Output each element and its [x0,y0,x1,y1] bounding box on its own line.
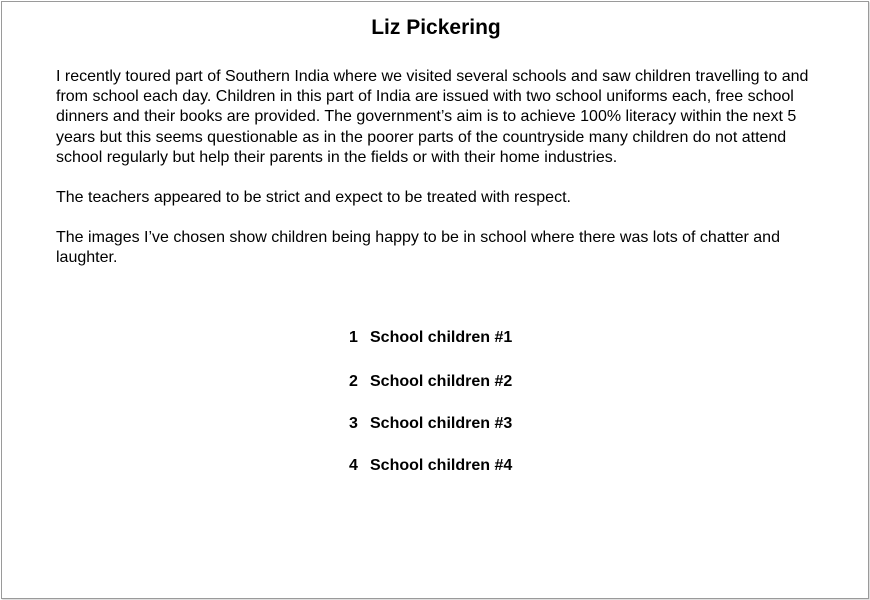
image-list-item [349,414,512,456]
intro-paragraph: I recently toured part of Southern India where we visited several schools and saw children travelling to and from school each day. Children in this part of India are issued with two school uniforms each, free school dinners and their books are provided. The government’s aim is to achieve 100% literacy within the next 5 years but this seems questionable as in the poorer parts of the countryside many children do not attend school regularly but help their parents in the fields or with their home industries. [56,68,809,166]
image-number: 3 [349,415,358,432]
image-label: School children #2 [370,373,513,390]
image-label: School children #4 [370,457,513,474]
images-paragraph: The images I’ve chosen show children being happy to be in school where there was lots of chatter and laughter. [56,229,780,267]
image-list-item [349,372,512,414]
document-body [56,67,836,289]
image-number: 2 [349,373,358,390]
document-title: Liz Pickering [371,16,501,39]
image-list [349,328,512,498]
teachers-paragraph: The teachers appeared to be strict and expect to be treated with respect. [56,189,571,207]
image-list-item [349,328,512,372]
document-page [1,1,869,599]
image-label: School children #3 [370,415,513,432]
image-number: 4 [349,457,358,474]
image-list-item [349,456,512,498]
image-label: School children #1 [370,329,513,346]
image-number: 1 [349,329,358,346]
